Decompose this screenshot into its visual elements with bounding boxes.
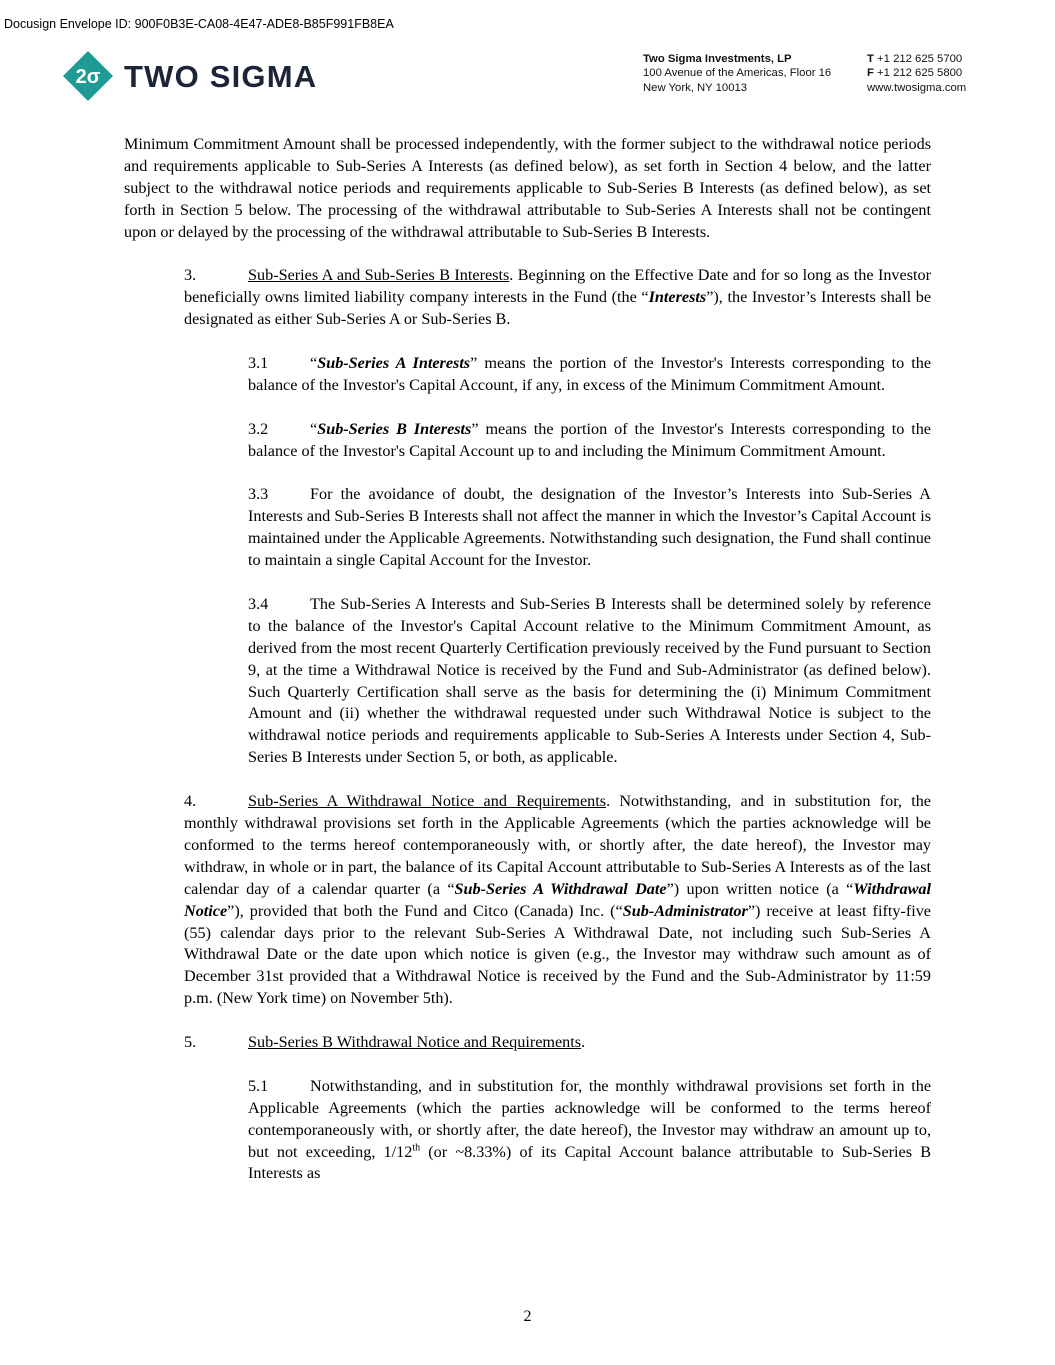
section-5-1: 5.1 Notwithstanding, and in substitution for, the monthly withdrawal provisions set forth in the Applicable Agreements (which the parties acknowledge will be conformed to the terms hereof contemporaneously with, or shortly after, the date hereof), the Investor may withdraw an amount up to, but not exceeding, 1/12th (or ~8.33%) of its Capital Account balance attributable to Sub-Series B Interests as <box>248 1076 931 1183</box>
company-name: Two Sigma Investments, LP <box>643 53 792 65</box>
two-sigma-logo <box>62 50 317 102</box>
section-number: 4. <box>184 792 197 811</box>
defined-term: Sub-Series A Withdrawal Date <box>454 879 667 898</box>
company-address <box>643 52 831 95</box>
fax-line <box>867 66 966 80</box>
section-heading: Sub-Series A and Sub-Series B Interests <box>248 266 510 285</box>
section-5: 5. Sub-Series B Withdrawal Notice and Requirements. <box>124 1032 931 1054</box>
section-number: 3.4 <box>248 594 269 613</box>
company-contact <box>867 52 966 95</box>
document-body <box>124 134 931 1207</box>
section-heading: Sub-Series B Withdrawal Notice and Requirements <box>248 1033 582 1052</box>
fax-number: +1 212 625 5800 <box>877 67 963 80</box>
defined-term: Sub-Administrator <box>622 901 748 920</box>
section-heading: Sub-Series A Withdrawal Notice and Requirements <box>248 792 607 811</box>
section-3-2: 3.2 “Sub-Series B Interests” means the portion of the Investor's Interests corresponding to the balance of the Investor's Capital Account up to and including the Minimum Commitment Amount. <box>248 419 931 460</box>
section-number: 5.1 <box>248 1076 269 1095</box>
ordinal-suffix: th <box>412 1142 421 1154</box>
section-4: 4. Sub-Series A Withdrawal Notice and Requirements. Notwithstanding, and in substitution for, the monthly withdrawal provisions set forth in the Applicable Agreements (which the parties acknowledge will be conformed to the terms hereof contemporaneously with, or shortly after, the date hereof), the Investor may withdraw, in whole or in part, the balance of its Capital Account attributable to Sub-Series A Interests as of the last calendar day of a calendar quarter (a “Sub-Series A Withdrawal Date”) upon written notice (a “Withdrawal Notice”), provided that both the Fund and Citco (Canada) Inc. (“Sub-Administrator”) receive at least fifty-five (55) calendar days prior to the relevant Sub-Series A Withdrawal Date, not including such Sub-Series A Withdrawal Date or the date upon which notice is given (e.g., the Investor may withdraw such amount as of December 31st provided that a Withdrawal Notice is received by the Fund and the Sub-Administrator by 11:59 p.m. (New York time) on November 5th). <box>184 792 932 1008</box>
section-3-1: 3.1 “Sub-Series A Interests” means the portion of the Investor's Interests corresponding to the balance of the Investor's Capital Account, if any, in excess of the Minimum Commitment Amount. <box>248 354 932 394</box>
logo-glyph: 2σ <box>75 66 101 88</box>
address-line-2: New York, NY 10013 <box>643 81 748 94</box>
phone-number: +1 212 625 5700 <box>877 53 963 65</box>
phone-line <box>867 52 966 66</box>
section-3: 3. Sub-Series A and Sub-Series B Interests. Beginning on the Effective Date and for so long as the Investor beneficially owns limited liability company interests in the Fund (the “Interests”), the Investor’s Interests shall be designated as either Sub-Series A or Sub-Series B. <box>184 266 932 329</box>
section-3-4: 3.4 The Sub-Series A Interests and Sub-Series B Interests shall be determined solely by reference to the balance of the Investor's Capital Account relative to the Minimum Commitment Amount, as derived from the most recent Quarterly Certification previously received by the Fund pursuant to Section 9, at the time a Withdrawal Notice is received by the Fund and Sub-Administrator (as defined below). Such Quarterly Certification shall serve as the basis for determining the (i) Minimum Commitment Amount and (ii) whether the withdrawal requested under such Withdrawal Notice is subject to the withdrawal notice periods and requirements applicable to Sub-Series A Interests under Section 4, Sub-Series B Interests under Section 5, or both, as applicable. <box>248 594 931 767</box>
section-number: 5. <box>184 1033 197 1052</box>
website: www.twosigma.com <box>867 81 967 94</box>
logo-text: TWO SIGMA <box>124 59 318 94</box>
fax-label: F <box>867 67 874 80</box>
address-line-1: 100 Avenue of the Americas, Floor 16 <box>643 67 832 80</box>
docusign-envelope-id: Docusign Envelope ID: 900F0B3E-CA08-4E47-ADE8-B85F991FB8EA <box>4 17 394 31</box>
section-number: 3.1 <box>248 354 269 373</box>
section-3-3: 3.3 For the avoidance of doubt, the designation of the Investor’s Interests into Sub-Series A Interests and Sub-Series B Interests shall not affect the manner in which the Investor’s Capital Account is maintained under the Applicable Agreements. Notwithstanding such designation, the Fund shall continue to maintain a single Capital Account for the Investor. <box>248 485 931 570</box>
phone-label: T <box>867 53 874 65</box>
page-number: 2 <box>523 1308 532 1325</box>
section-number: 3.2 <box>248 419 269 438</box>
section-number: 3. <box>184 266 197 285</box>
defined-term: Interests <box>648 288 707 307</box>
defined-term: Withdrawal Notice <box>184 879 931 920</box>
defined-term: Sub-Series A Interests <box>317 354 471 373</box>
defined-term: Sub-Series B Interests <box>317 419 472 438</box>
paragraph-continuation: Minimum Commitment Amount shall be processed independently, with the former subject to the withdrawal notice periods and requirements applicable to Sub-Series A Interests (as defined below), as set forth in Section 4 below, and the latter subject to the withdrawal notice periods and requirements applicable to Sub-Series B Interests (as defined below), as set forth in Section 5 below. The processing of the withdrawal attributable to Sub-Series A Interests shall not be contingent upon or delayed by the processing of the withdrawal attributable to Sub-Series B Interests. <box>124 135 931 241</box>
two-sigma-logo-icon <box>62 50 114 102</box>
section-number: 3.3 <box>248 485 269 504</box>
